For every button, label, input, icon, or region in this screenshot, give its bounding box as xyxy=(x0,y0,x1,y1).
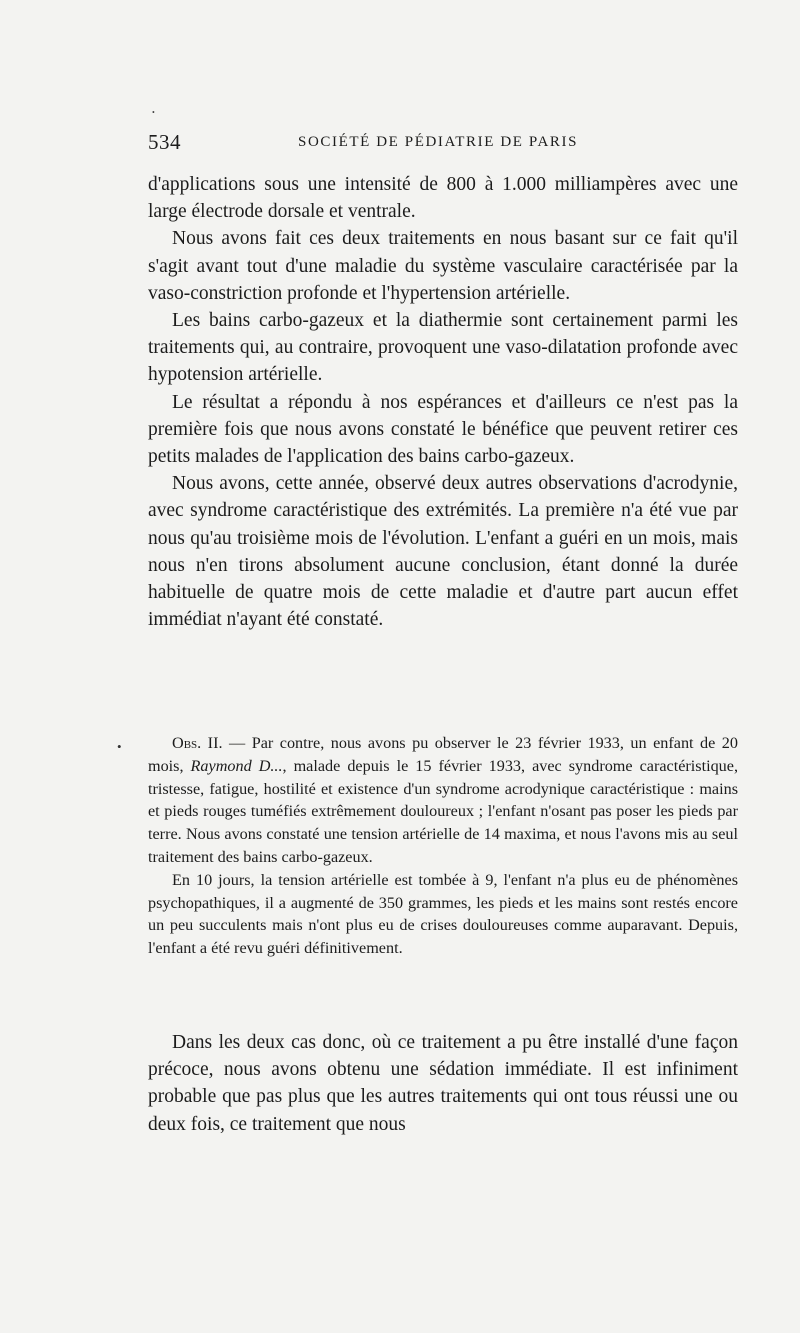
paragraph: Dans les deux cas donc, où ce traitement a pu être installé d'une façon précoce, nous avons obtenu une sédation immédiate. Il est infiniment probable que pas plus que les autres traitements qui ont tous réussi une ou deux fois, ce traitement que nous xyxy=(148,1032,738,1135)
main-text xyxy=(148,171,738,633)
observation-paragraph xyxy=(148,732,738,869)
observation-text: — Par contre, nous avons pu observer le 23 février 1933, un enfant de 20 mois, xyxy=(148,734,738,775)
observation-block xyxy=(148,732,738,960)
margin-bullet: • xyxy=(117,739,122,754)
closing-text xyxy=(148,1029,738,1138)
observation-text: , malade depuis le 15 février 1933, avec syndrome caractéristique, tristesse, fatigue, hostilité et existence d'un syndrome acrodynique caractéristique : mains et pieds rouges tuméfiés extrêmement douloureux ; l'enfant n'osant pas poser les pieds par terre. Nous avons constaté une tension artérielle de 14 maxima, et nous l'avons mis au seul traitement des bains carbo-gazeux. xyxy=(148,756,739,866)
patient-name: Raymond D... xyxy=(190,756,283,775)
paragraph-continuation: d'applications sous une intensité de 800 à 1.000 milliampères avec une large électrode dorsale et ventrale. xyxy=(148,174,738,223)
print-mark: • xyxy=(152,108,155,117)
paragraph: Nous avons fait ces deux traitements en nous basant sur ce fait qu'il s'agit avant tout d'une maladie du système vasculaire caractérisée par la vaso-constriction profonde et l'hypertension artérielle. xyxy=(148,228,738,304)
paragraph: Nous avons, cette année, observé deux autres observations d'acrodynie, avec syndrome caractéristique des extrémités. La première n'a été vue par nous qu'au troisième mois de l'évolution. L'enfant a guéri en un mois, mais nous n'en tirons absolument aucune conclusion, étant donné la durée habituelle de quatre mois de cette maladie et d'autre part aucun effet immédiat n'ayant été constaté. xyxy=(148,473,738,631)
paragraph: Les bains carbo-gazeux et la diathermie sont certainement parmi les traitements qui, au contraire, provoquent une vaso-dilatation profonde avec hypotension artérielle. xyxy=(148,310,738,386)
observation-paragraph: En 10 jours, la tension artérielle est tombée à 9, l'enfant n'a plus eu de phénomènes psychopathiques, il a augmenté de 350 grammes, les pieds et les mains sont restés encore un peu succulents mais n'ont plus eu de crises douloureuses comme auparavant. Depuis, l'enfant a été revu guéri définitivement. xyxy=(148,870,738,958)
running-title: SOCIÉTÉ DE PÉDIATRIE DE PARIS xyxy=(298,134,579,150)
page-number: 534 xyxy=(148,130,181,154)
observation-label: Obs. II. xyxy=(172,734,223,752)
paragraph: Le résultat a répondu à nos espérances et d'ailleurs ce n'est pas la première fois que nous avons constaté le bénéfice que peuvent retirer ces petits malades de l'application des bains carbo-gazeux. xyxy=(148,391,738,468)
page-header xyxy=(148,130,738,156)
